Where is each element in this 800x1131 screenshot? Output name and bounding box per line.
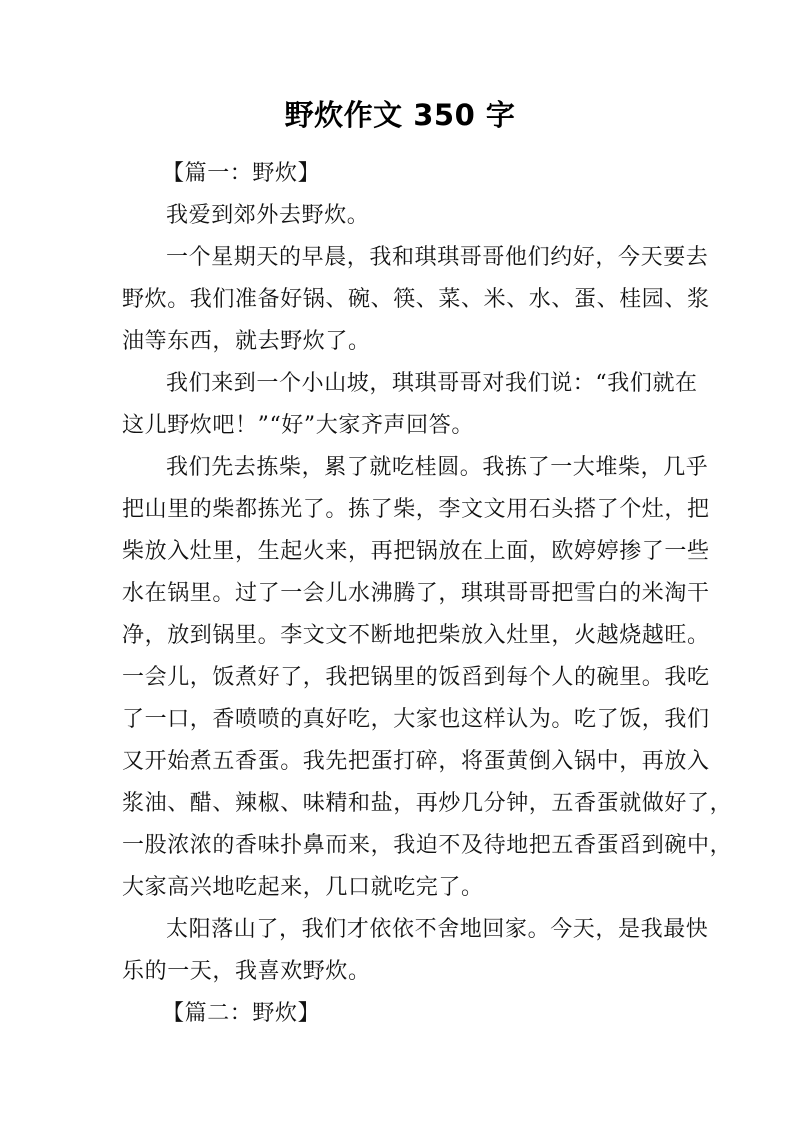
paragraph-line: 柴放入灶里，生起火来，再把锅放在上面，欧婷婷掺了一些 — [122, 539, 710, 564]
document-body — [122, 153, 733, 1035]
document-title: 野炊作文 350 字 — [284, 98, 516, 132]
paragraph-5 — [122, 909, 709, 993]
paragraph-line: 浆油、醋、辣椒、味精和盐，再炒几分钟，五香蛋就做好了， — [122, 791, 733, 816]
paragraph-4 — [122, 447, 733, 909]
paragraph-2 — [122, 237, 710, 363]
paragraph-line: 太阳落山了，我们才依依不舍地回家。今天，是我最快 — [166, 917, 709, 942]
paragraph-line: 一股浓浓的香味扑鼻而来，我迫不及待地把五香蛋舀到碗中， — [122, 833, 733, 858]
paragraph-line: 了一口，香喷喷的真好吃，大家也这样认为。吃了饭，我们 — [122, 707, 710, 732]
paragraph-line: 这儿野炊吧！”“好”大家齐声回答。 — [122, 413, 474, 438]
section-heading-2: 【篇二：野炊】 — [162, 1001, 321, 1026]
paragraph-line: 净，放到锅里。李文文不断地把柴放入灶里，火越烧越旺。 — [122, 623, 710, 648]
paragraph-line: 大家高兴地吃起来，几口就吃完了。 — [122, 875, 484, 900]
paragraph-1 — [122, 195, 682, 237]
paragraph-line: 水在锅里。过了一会儿水沸腾了，琪琪哥哥把雪白的米淘干 — [122, 581, 710, 606]
section-heading-1: 【篇一：野炊】 — [162, 161, 321, 186]
paragraph-line: 又开始煮五香蛋。我先把蛋打碎，将蛋黄倒入锅中，再放入 — [122, 749, 710, 774]
paragraph-line: 我们先去拣柴，累了就吃桂圆。我拣了一大堆柴，几乎 — [166, 455, 709, 480]
paragraph-line: 乐的一天，我喜欢野炊。 — [122, 959, 371, 984]
paragraph-line: 一会儿，饭煮好了，我把锅里的饭舀到每个人的碗里。我吃 — [122, 665, 710, 690]
paragraph-3 — [122, 363, 698, 447]
paragraph-line: 野炊。我们准备好锅、碗、筷、菜、米、水、蛋、桂园、浆 — [122, 287, 710, 312]
paragraph-line: 一个星期天的早晨，我和琪琪哥哥他们约好，今天要去 — [166, 245, 709, 270]
paragraph-line: 我爱到郊外去野炊。 — [166, 203, 370, 228]
paragraph-line: 油等东西，就去野炊了。 — [122, 329, 371, 354]
paragraph-line: 我们来到一个小山坡，琪琪哥哥对我们说：“我们就在 — [166, 371, 698, 396]
paragraph-line: 把山里的柴都拣光了。拣了柴，李文文用石头搭了个灶，把 — [122, 497, 710, 522]
